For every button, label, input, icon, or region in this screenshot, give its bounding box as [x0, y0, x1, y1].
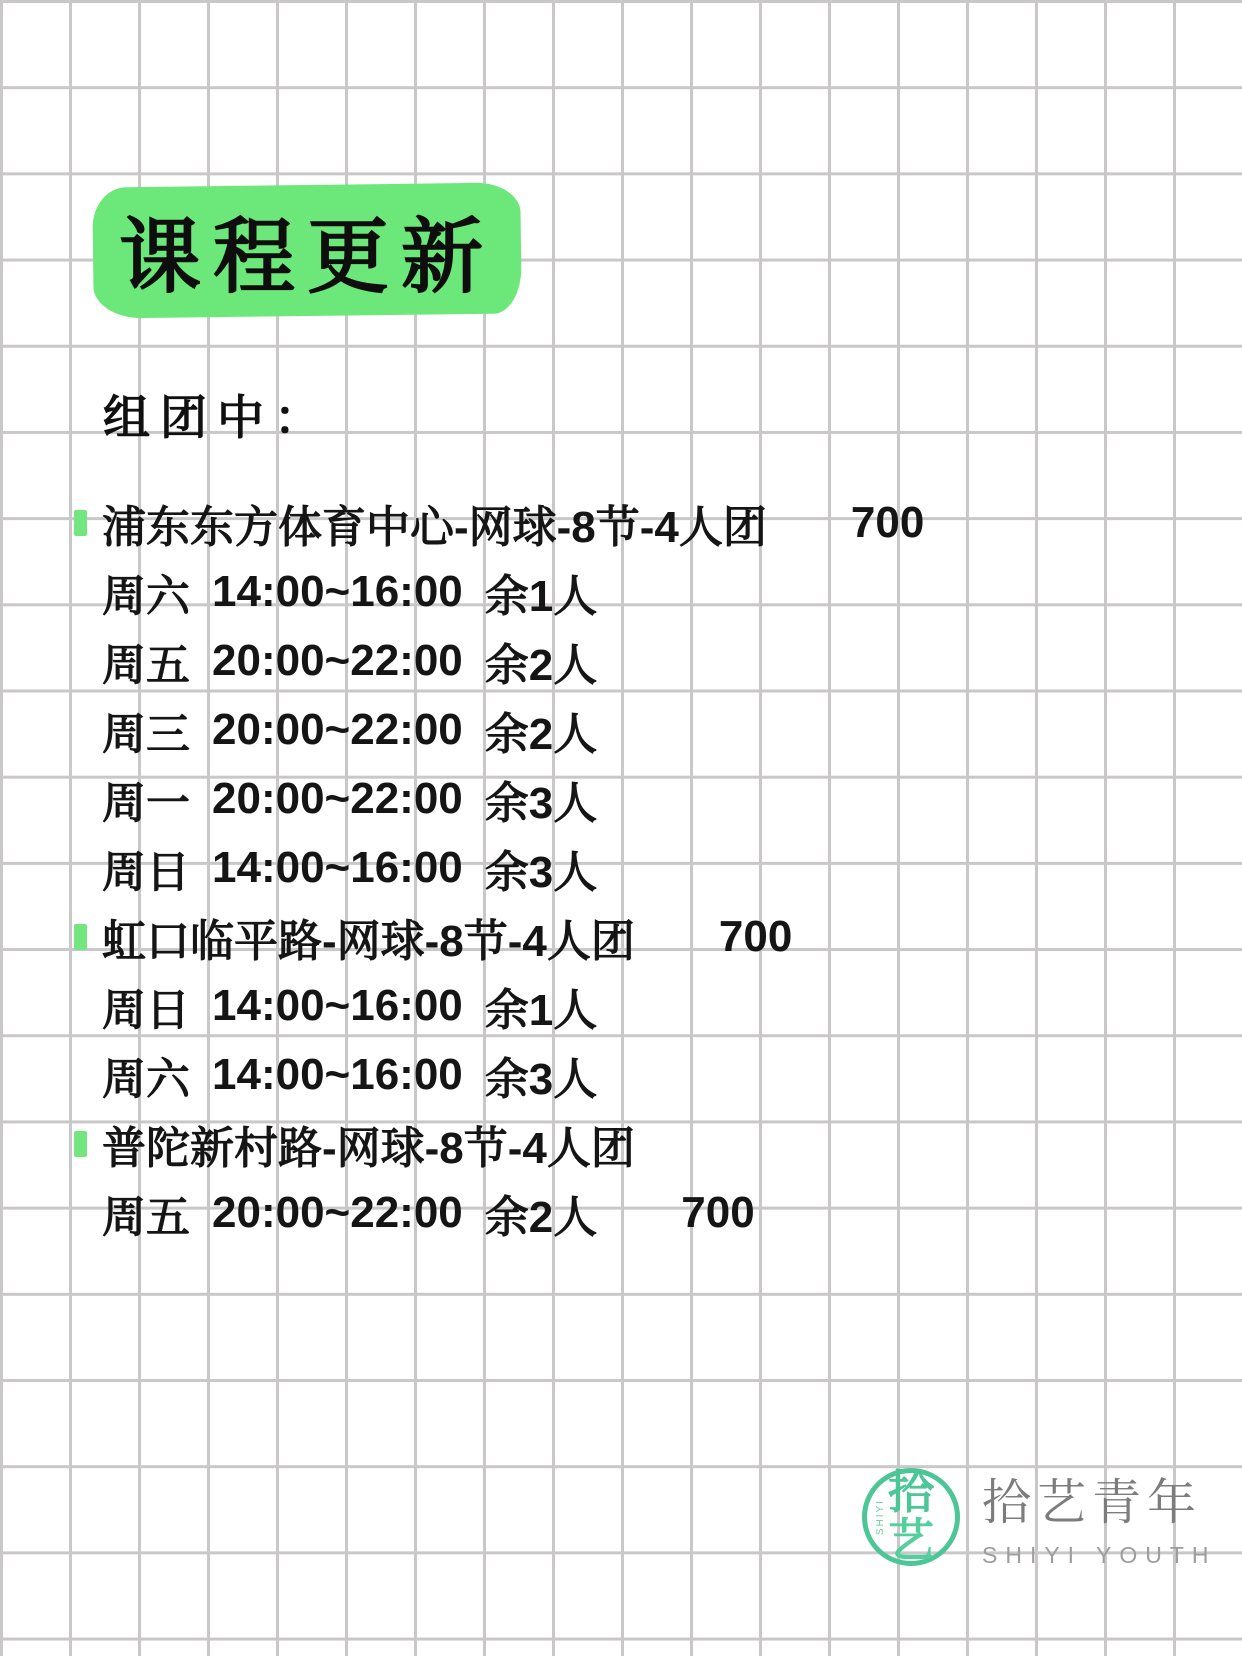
session-time: 14:00~16:00: [212, 1049, 463, 1099]
venue-row: [74, 1109, 1174, 1178]
session-time: 20:00~22:00: [212, 773, 463, 823]
session-time: 14:00~16:00: [212, 980, 463, 1030]
logo-text: [982, 1464, 1217, 1569]
session-time: 14:00~16:00: [212, 566, 463, 616]
session-row: [74, 695, 1174, 764]
course-list: [74, 488, 1174, 1247]
session-row: [74, 1178, 1174, 1247]
logo-mark-char-top: 拾: [888, 1465, 934, 1518]
logo-circle-icon: [862, 1465, 960, 1566]
price: 700: [718, 911, 793, 961]
venue-name: 普陀新村路-网球-8节-4人团: [102, 1123, 635, 1173]
logo-vertical-text: SHIYI: [875, 1498, 886, 1535]
session-slots: 余1人: [484, 571, 598, 621]
brand-name-en: SHIYI YOUTH: [982, 1542, 1217, 1568]
bullet-marker-icon: [74, 510, 87, 536]
logo-mark-char-bottom: 艺: [888, 1513, 934, 1566]
brand-logo: [862, 1464, 1217, 1569]
venue-name: 浦东东方体育中心-网球-8节-4人团: [102, 502, 767, 552]
session-row: [74, 557, 1174, 626]
session-slots: 余2人: [484, 709, 598, 759]
venue-name: 虹口临平路-网球-8节-4人团: [102, 916, 635, 966]
price: 700: [681, 1187, 755, 1237]
session-slots: 余2人: [484, 1192, 598, 1242]
session-row: [74, 626, 1174, 695]
session-time: 20:00~22:00: [212, 1187, 463, 1237]
brand-name-cn: 拾艺青年: [982, 1476, 1203, 1530]
session-day: 周五: [102, 1192, 190, 1242]
session-day: 周日: [102, 847, 190, 897]
session-day: 周五: [102, 640, 190, 690]
venue-row: [74, 488, 1174, 557]
session-time: 20:00~22:00: [212, 704, 463, 754]
session-slots: 余2人: [484, 640, 598, 690]
session-day: 周一: [102, 778, 190, 828]
session-day: 周日: [102, 985, 190, 1035]
session-slots: 余1人: [484, 985, 598, 1035]
page-title: 课程更新: [118, 212, 495, 304]
session-row: [74, 764, 1174, 833]
session-time: 20:00~22:00: [212, 635, 463, 685]
bullet-marker-icon: [74, 924, 87, 950]
session-row: [74, 1040, 1174, 1109]
session-slots: 余3人: [484, 847, 598, 897]
venue-row: [74, 902, 1174, 971]
session-slots: 余3人: [484, 1054, 598, 1104]
session-time: 14:00~16:00: [212, 842, 463, 892]
session-row: [74, 971, 1174, 1040]
section-heading: 组团中：: [103, 391, 331, 444]
session-day: 周六: [102, 571, 190, 621]
session-day: 周六: [102, 1054, 190, 1104]
title-highlight: [92, 182, 522, 318]
price: 700: [850, 497, 925, 547]
session-day: 周三: [102, 709, 190, 759]
session-slots: 余3人: [484, 778, 598, 828]
session-row: [74, 833, 1174, 902]
bullet-marker-icon: [74, 1131, 87, 1157]
